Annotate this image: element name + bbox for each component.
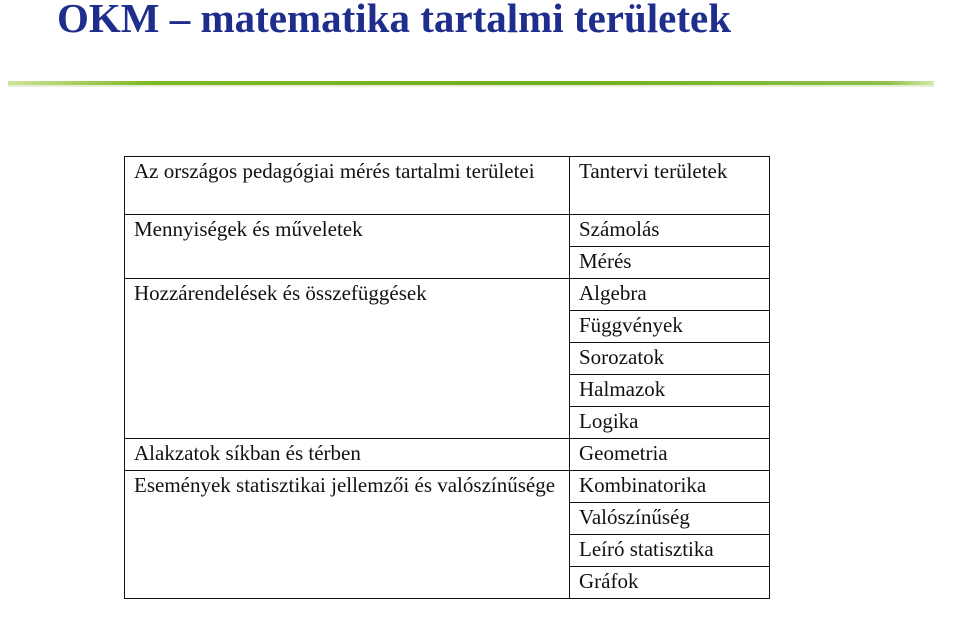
topic-cell: Algebra <box>570 279 770 311</box>
topic-cell: Leíró statisztika <box>570 535 770 567</box>
table-row <box>125 279 770 311</box>
slide-title: OKM – matematika tartalmi területek <box>57 0 732 41</box>
header-assessment-areas: Az országos pedagógiai mérés tartalmi területei <box>125 157 570 215</box>
area-cell: Események statisztikai jellemzői és valószínűsége <box>125 471 570 599</box>
topic-cell: Kombinatorika <box>570 471 770 503</box>
topic-cell: Valószínűség <box>570 503 770 535</box>
table-header-row <box>125 157 770 215</box>
header-curriculum-areas: Tantervi területek <box>570 157 770 215</box>
topic-cell: Mérés <box>570 247 770 279</box>
title-underline-shadow <box>8 85 934 87</box>
topic-cell: Halmazok <box>570 375 770 407</box>
topic-cell: Gráfok <box>570 567 770 599</box>
content-areas-table <box>124 156 770 599</box>
topic-cell: Sorozatok <box>570 343 770 375</box>
topic-cell: Geometria <box>570 439 770 471</box>
topic-cell: Logika <box>570 407 770 439</box>
area-cell: Alakzatok síkban és térben <box>125 439 570 471</box>
table-row <box>125 215 770 247</box>
area-cell: Mennyiségek és műveletek <box>125 215 570 279</box>
table-row <box>125 439 770 471</box>
topic-cell: Függvények <box>570 311 770 343</box>
area-cell: Hozzárendelések és összefüggések <box>125 279 570 439</box>
topic-cell: Számolás <box>570 215 770 247</box>
table-row <box>125 471 770 503</box>
